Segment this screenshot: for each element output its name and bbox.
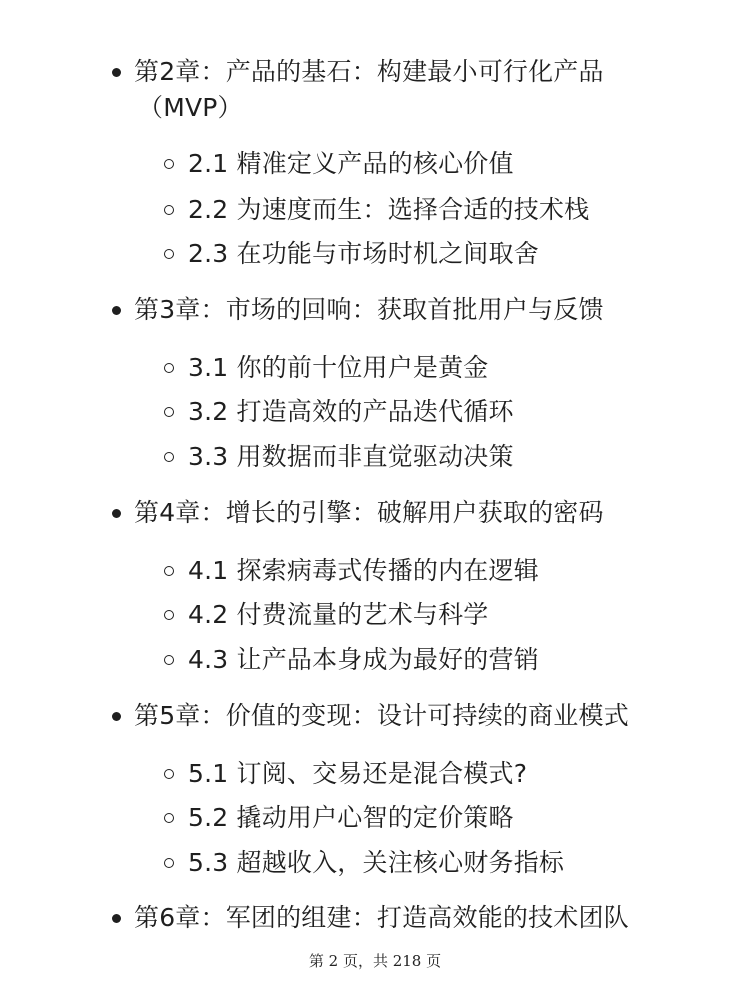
- chapter-title-continued: （MVP）: [138, 93, 243, 122]
- section-title: 5.3 超越收入，关注核心财务指标: [188, 848, 565, 877]
- section-title: 5.2 撬动用户心智的定价策略: [188, 803, 514, 832]
- section-item: [188, 236, 708, 272]
- section-title: 2.3 在功能与市场时机之间取舍: [188, 239, 539, 268]
- section-title: 4.2 付费流量的艺术与科学: [188, 600, 489, 629]
- chapter-item: [134, 698, 714, 734]
- bullet-icon: [112, 914, 121, 923]
- section-title: 4.3 让产品本身成为最好的营销: [188, 645, 539, 674]
- chapter-title: 第4章：增长的引擎：破解用户获取的密码: [134, 498, 604, 527]
- hollow-bullet-icon: [164, 249, 174, 259]
- section-item: [188, 756, 708, 792]
- section-item: [188, 394, 708, 430]
- hollow-bullet-icon: [164, 769, 174, 779]
- chapter-item: [134, 292, 714, 328]
- hollow-bullet-icon: [164, 363, 174, 373]
- chapter-item: [134, 900, 714, 936]
- chapter-title: 第3章：市场的回响：获取首批用户与反馈: [134, 295, 604, 324]
- section-item: [188, 350, 708, 386]
- chapter-title: 第2章：产品的基石：构建最小可行化产品: [134, 57, 604, 86]
- hollow-bullet-icon: [164, 452, 174, 462]
- section-title: 2.1 精准定义产品的核心价值: [188, 149, 514, 178]
- bullet-icon: [112, 509, 121, 518]
- chapter-item: [134, 495, 714, 531]
- bullet-icon: [112, 306, 121, 315]
- hollow-bullet-icon: [164, 159, 174, 169]
- page-number-footer: 第 2 页，共 218 页: [308, 952, 442, 970]
- bullet-icon: [112, 712, 121, 721]
- hollow-bullet-icon: [164, 655, 174, 665]
- section-item: [188, 845, 708, 881]
- section-item: [188, 800, 708, 836]
- hollow-bullet-icon: [164, 407, 174, 417]
- section-item: [188, 439, 708, 475]
- section-title: 4.1 探索病毒式传播的内在逻辑: [188, 556, 539, 585]
- section-title: 5.1 订阅、交易还是混合模式?: [188, 759, 528, 788]
- chapter-title: 第6章：军团的组建：打造高效能的技术团队: [134, 903, 629, 932]
- section-title: 2.2 为速度而生：选择合适的技术栈: [188, 195, 590, 224]
- section-item: [188, 146, 708, 182]
- hollow-bullet-icon: [164, 610, 174, 620]
- section-title: 3.3 用数据而非直觉驱动决策: [188, 442, 514, 471]
- section-item: [188, 192, 708, 228]
- chapter-item: [134, 54, 714, 126]
- hollow-bullet-icon: [164, 205, 174, 215]
- hollow-bullet-icon: [164, 858, 174, 868]
- section-item: [188, 642, 708, 678]
- section-title: 3.2 打造高效的产品迭代循环: [188, 397, 514, 426]
- hollow-bullet-icon: [164, 813, 174, 823]
- section-item: [188, 597, 708, 633]
- bullet-icon: [112, 68, 121, 77]
- hollow-bullet-icon: [164, 566, 174, 576]
- section-title: 3.1 你的前十位用户是黄金: [188, 353, 489, 382]
- section-item: [188, 553, 708, 589]
- chapter-title: 第5章：价值的变现：设计可持续的商业模式: [134, 701, 629, 730]
